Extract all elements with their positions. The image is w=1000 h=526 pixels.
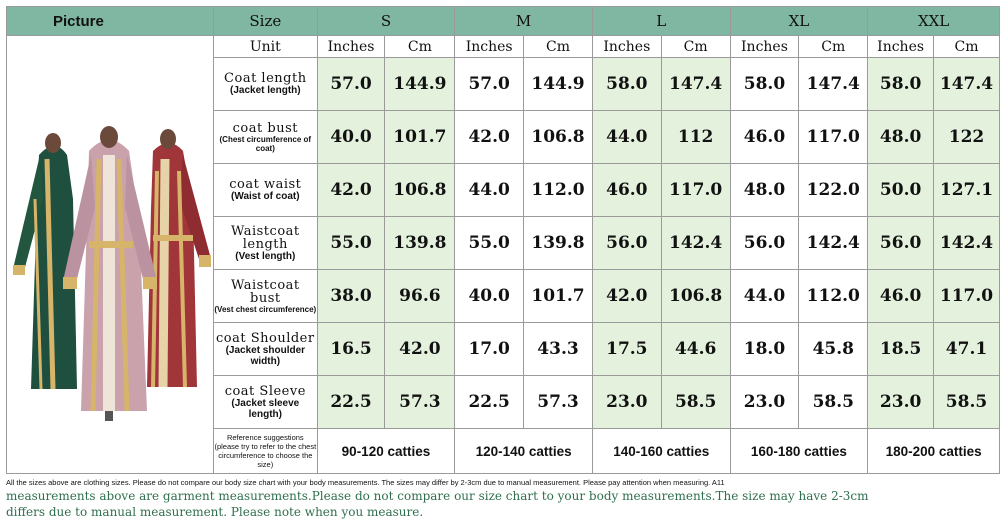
value-cell: 55.0 [455, 217, 524, 270]
value-cell: 23.0 [592, 376, 661, 429]
value-cell: 57.0 [317, 58, 385, 111]
row-label: Waistcoat bust (Vest chest circumference) [213, 270, 317, 323]
picture-header: Picture [7, 7, 214, 36]
value-cell: 144.9 [385, 58, 455, 111]
value-cell: 142.4 [661, 217, 730, 270]
value-cell: 46.0 [592, 164, 661, 217]
value-cell: 17.5 [592, 323, 661, 376]
reference-label: Reference suggestions (please try to refer to the chest circumference to choose the size) [213, 429, 317, 474]
unit-cm-l: Cm [661, 36, 730, 58]
row-label: coat bust (Chest circumference of coat) [213, 111, 317, 164]
value-cell: 58.5 [799, 376, 868, 429]
value-cell: 42.0 [592, 270, 661, 323]
value-cell: 56.0 [730, 217, 799, 270]
value-cell: 23.0 [730, 376, 799, 429]
value-cell: 96.6 [385, 270, 455, 323]
value-cell: 16.5 [317, 323, 385, 376]
row-label: Coat length (Jacket length) [213, 58, 317, 111]
value-cell: 18.5 [868, 323, 934, 376]
note-small-text: All the sizes above are clothing sizes. Please do not compare our body size chart with your body measurements. The sizes may differ by 2-3cm due to manual measurement. Please pay attention when measuring. A11 [6, 478, 725, 487]
unit-cm-s: Cm [385, 36, 455, 58]
product-picture [7, 59, 212, 451]
value-cell: 106.8 [661, 270, 730, 323]
value-cell: 139.8 [385, 217, 455, 270]
value-cell: 44.0 [592, 111, 661, 164]
reference-value-xl: 160-180 catties [730, 429, 868, 474]
value-cell: 142.4 [799, 217, 868, 270]
unit-cm-xl: Cm [799, 36, 868, 58]
value-cell: 47.1 [934, 323, 1000, 376]
size-s-header: S [317, 7, 455, 36]
value-cell: 40.0 [455, 270, 524, 323]
value-cell: 46.0 [868, 270, 934, 323]
value-cell: 48.0 [868, 111, 934, 164]
value-cell: 45.8 [799, 323, 868, 376]
value-cell: 44.0 [455, 164, 524, 217]
value-cell: 127.1 [934, 164, 1000, 217]
value-cell: 147.4 [799, 58, 868, 111]
value-cell: 147.4 [661, 58, 730, 111]
value-cell: 112 [661, 111, 730, 164]
value-cell: 58.0 [592, 58, 661, 111]
row-label: Waistcoat length (Vest length) [213, 217, 317, 270]
row-label: coat waist (Waist of coat) [213, 164, 317, 217]
value-cell: 55.0 [317, 217, 385, 270]
value-cell: 122 [934, 111, 1000, 164]
value-cell: 112.0 [524, 164, 593, 217]
value-cell: 139.8 [524, 217, 593, 270]
unit-label: Unit [213, 36, 317, 58]
size-chart-table [6, 6, 1000, 474]
value-cell: 56.0 [592, 217, 661, 270]
row-label: coat Shoulder (Jacket shoulder width) [213, 323, 317, 376]
value-cell: 101.7 [385, 111, 455, 164]
unit-inches-xl: Inches [730, 36, 799, 58]
value-cell: 58.0 [730, 58, 799, 111]
value-cell: 50.0 [868, 164, 934, 217]
unit-inches-m: Inches [455, 36, 524, 58]
value-cell: 48.0 [730, 164, 799, 217]
value-cell: 117.0 [799, 111, 868, 164]
value-cell: 58.5 [661, 376, 730, 429]
unit-cm-m: Cm [524, 36, 593, 58]
value-cell: 44.6 [661, 323, 730, 376]
reference-value-l: 140-160 catties [592, 429, 730, 474]
value-cell: 58.5 [934, 376, 1000, 429]
value-cell: 57.3 [385, 376, 455, 429]
value-cell: 57.0 [455, 58, 524, 111]
value-cell: 112.0 [799, 270, 868, 323]
product-picture-cell [7, 36, 214, 474]
size-header: Size [213, 7, 317, 36]
value-cell: 42.0 [317, 164, 385, 217]
unit-inches-xxl: Inches [868, 36, 934, 58]
value-cell: 44.0 [730, 270, 799, 323]
value-cell: 147.4 [934, 58, 1000, 111]
value-cell: 22.5 [455, 376, 524, 429]
value-cell: 142.4 [934, 217, 1000, 270]
unit-inches-l: Inches [592, 36, 661, 58]
measurement-notes [6, 478, 996, 520]
value-cell: 58.0 [868, 58, 934, 111]
value-cell: 117.0 [661, 164, 730, 217]
reference-value-xxl: 180-200 catties [868, 429, 1000, 474]
row-label: coat Sleeve (Jacket sleeve length) [213, 376, 317, 429]
note-large-text: measurements above are garment measurements.Please do not compare our size chart to your body measurements.The size may have 2-3cm differs due to manual measurement. Please note when you measure. [6, 489, 869, 519]
value-cell: 101.7 [524, 270, 593, 323]
value-cell: 106.8 [524, 111, 593, 164]
size-xl-header: XL [730, 7, 868, 36]
value-cell: 56.0 [868, 217, 934, 270]
dress-illustration [7, 59, 212, 451]
value-cell: 117.0 [934, 270, 1000, 323]
value-cell: 22.5 [317, 376, 385, 429]
unit-inches-s: Inches [317, 36, 385, 58]
value-cell: 42.0 [455, 111, 524, 164]
value-cell: 46.0 [730, 111, 799, 164]
size-xxl-header: XXL [868, 7, 1000, 36]
value-cell: 18.0 [730, 323, 799, 376]
reference-value-m: 120-140 catties [455, 429, 593, 474]
value-cell: 122.0 [799, 164, 868, 217]
value-cell: 43.3 [524, 323, 593, 376]
size-l-header: L [592, 7, 730, 36]
unit-cm-xxl: Cm [934, 36, 1000, 58]
reference-value-s: 90-120 catties [317, 429, 455, 474]
value-cell: 144.9 [524, 58, 593, 111]
value-cell: 42.0 [385, 323, 455, 376]
value-cell: 23.0 [868, 376, 934, 429]
value-cell: 57.3 [524, 376, 593, 429]
value-cell: 106.8 [385, 164, 455, 217]
value-cell: 17.0 [455, 323, 524, 376]
value-cell: 40.0 [317, 111, 385, 164]
value-cell: 38.0 [317, 270, 385, 323]
size-m-header: M [455, 7, 593, 36]
